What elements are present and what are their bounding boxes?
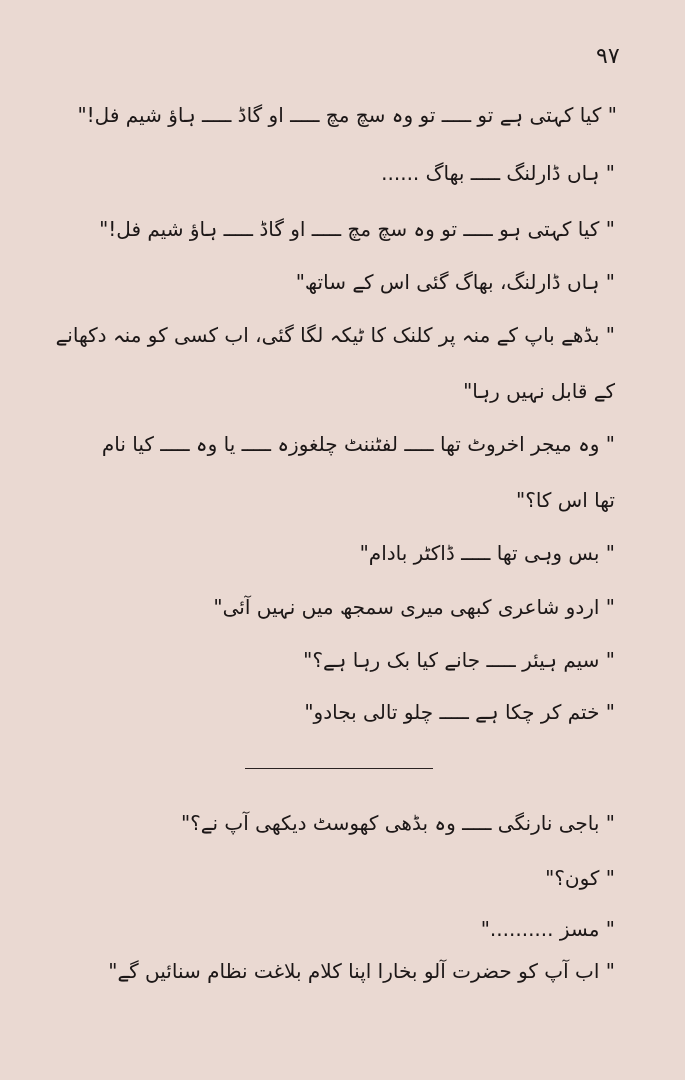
text-line-11: " سیم ہیئر ـــــ جانے کیا بک رہا ہے؟" (303, 648, 615, 672)
text-line-3: " کیا کہتی ہو ـــــ تو وہ سچ مچ ـــــ او گاڈ ـــــ ہاؤ شیم فل!" (99, 217, 615, 241)
text-line-7: " وہ میجر اخروٹ تھا ـــــ لفٹننٹ چلغوزہ ـــــ یا وہ ـــــ کیا نام (101, 432, 615, 456)
text-line-15: " مسز .........." (480, 917, 615, 941)
text-line-1: " کیا کہتی ہے تو ـــــ تو وہ سچ مچ ـــــ او گاڈ ـــــ ہاؤ شیم فل!" (77, 103, 617, 127)
text-line-13: " باجی نارنگی ـــــ وہ بڈھی کھوسٹ دیکھی آپ نے؟" (180, 811, 615, 835)
page-number: ۹۷ (596, 44, 620, 69)
text-line-4: " ہاں ڈارلنگ، بھاگ گئی اس کے ساتھ" (295, 270, 615, 294)
text-line-10: " اردو شاعری کبھی میری سمجھ میں نہیں آئی" (213, 595, 615, 619)
text-line-2: " ہاں ڈارلنگ ـــــ بھاگ ...... (381, 161, 615, 185)
text-line-14: " کون؟" (545, 866, 615, 890)
text-line-9: " بس وہی تھا ـــــ ڈاکٹر بادام" (359, 541, 615, 565)
text-line-6: کے قابل نہیں رہا" (463, 379, 615, 403)
text-line-12: " ختم کر چکا ہے ـــــ چلو تالی بجادو" (304, 700, 615, 724)
text-line-16: " اب آپ کو حضرت آلو بخارا اپنا کلام بلاغت نظام سنائیں گے" (108, 959, 615, 983)
section-divider (245, 768, 433, 769)
text-line-5: " بڈھے باپ کے منہ پر کلنک کا ٹیکہ لگا گئی، اب کسی کو منہ دکھانے (55, 323, 615, 347)
text-line-8: تھا اس کا؟" (516, 488, 615, 512)
